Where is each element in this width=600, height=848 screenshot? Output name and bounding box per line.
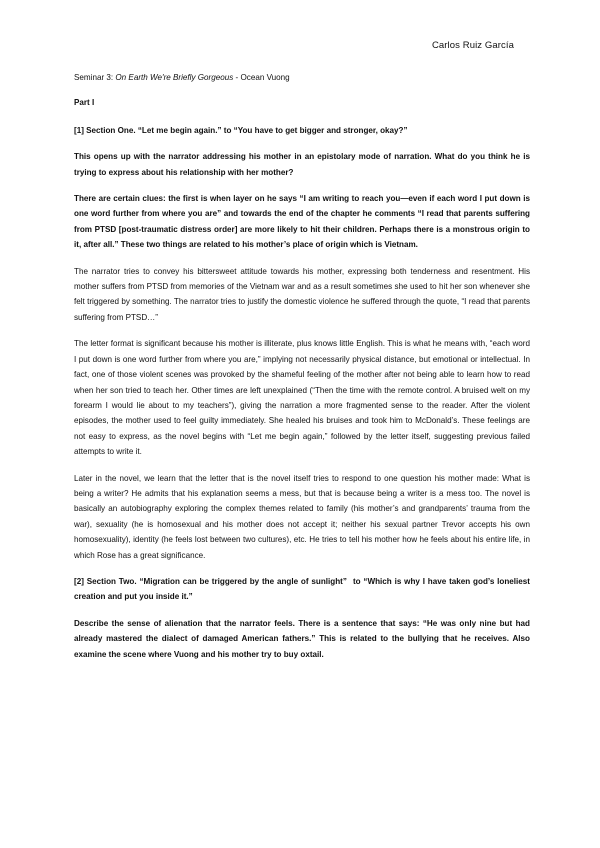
- section-one-paragraph-1: The narrator tries to convey his bittersweet attitude towards his mother, expressing both tenderness and resentment. His mother suffers from PTSD from memories of the Vietnam war and as a result sometimes she used to hit her son whenever she felt triggered by something. The narrator tries to justify the domestic violence he suffered through the quote, “I read that parents suffering from PTSD…”: [74, 266, 530, 322]
- seminar-title: [74, 70, 530, 85]
- section-two-heading-end: to “Which is why I have taken god’s loneliest creation and put you inside it.”: [74, 576, 531, 602]
- section-two-question: Describe the sense of alienation that the narrator feels. There is a sentence that says: “He was only nine but had already mastered the dialect of damaged American fathers.” This is related to the bullying that he receives. Also examine the scene where Vuong and his mother try to buy oxtail.: [74, 618, 530, 659]
- section-one-paragraph-2: The letter format is significant because his mother is illiterate, plus knows little English. This is what he means with, “each word I put down is one word further from where you are,” implying not necessarily physical distance, but emotional or intellectual. In fact, one of those violent scenes was provoked by the shameful feeling of the mother after not being able to learn how to read when her son tried to teach her. Other times are left unexplained (“Then the time with the remote control. A bruised welt on my forearm I would lie about to my teachers”), giving the narration a more fragmented sense to the reader. After the violent episodes, the mother used to feel guilty immediately. She healed his bruises and took him to McDonald’s. These feelings are not easy to express, as the novel begins with “Let me begin again,” followed by the letter itself, suggesting previous failed attempts to write it.: [74, 339, 530, 457]
- book-title: On Earth We're Briefly Gorgeous: [115, 73, 234, 82]
- section-two-heading-start: [2] Section Two. “Migration can be triggered by the angle of sunlight”: [74, 576, 347, 586]
- section-one-question: This opens up with the narrator addressing his mother in an epistolary mode of narration. What do you think he is trying to express about his relationship with her mother?: [74, 152, 530, 177]
- book-author: - Ocean Vuong: [233, 73, 290, 82]
- seminar-prefix: Seminar 3:: [74, 73, 116, 82]
- author-name: Carlos Ruiz García: [431, 40, 514, 51]
- section-one-paragraph-3: Later in the novel, we learn that the letter that is the novel itself tries to respond to one question his mother made: What is being a writer? He admits that his explanation seems a mess, but that is because being a writer is a mess too. The novel is basically an autobiography exploring the complex themes related to family (his mother’s and grandparents’ trauma from the war), sexuality (he is homosexual and his mother does not accept it; neither his sexual partner Trevor accepts his own homosexuality), identity (he feels lost between two cultures), etc. He tries to tell his mother how he feels about his entire life, in which Rose has a great significance.: [74, 473, 530, 560]
- part-heading: Part I: [74, 98, 95, 108]
- document-body: [74, 70, 530, 673]
- section-one-heading: [1] Section One. “Let me begin again.” to “You have to get bigger and stronger, okay?”: [74, 125, 408, 135]
- section-two-heading: [74, 574, 530, 605]
- section-one-answer-bold: There are certain clues: the first is when layer on he says “I am writing to reach you—even if each word I put down is one word further from where you are” and towards the end of the chapter he comments “I read that parents suffering from PTSD [post-traumatic distress order] are more likely to hit their children. Perhaps there is a monstrous origin to it, after all.” These two things are related to his mother’s place of origin which is Vietnam.: [74, 194, 530, 250]
